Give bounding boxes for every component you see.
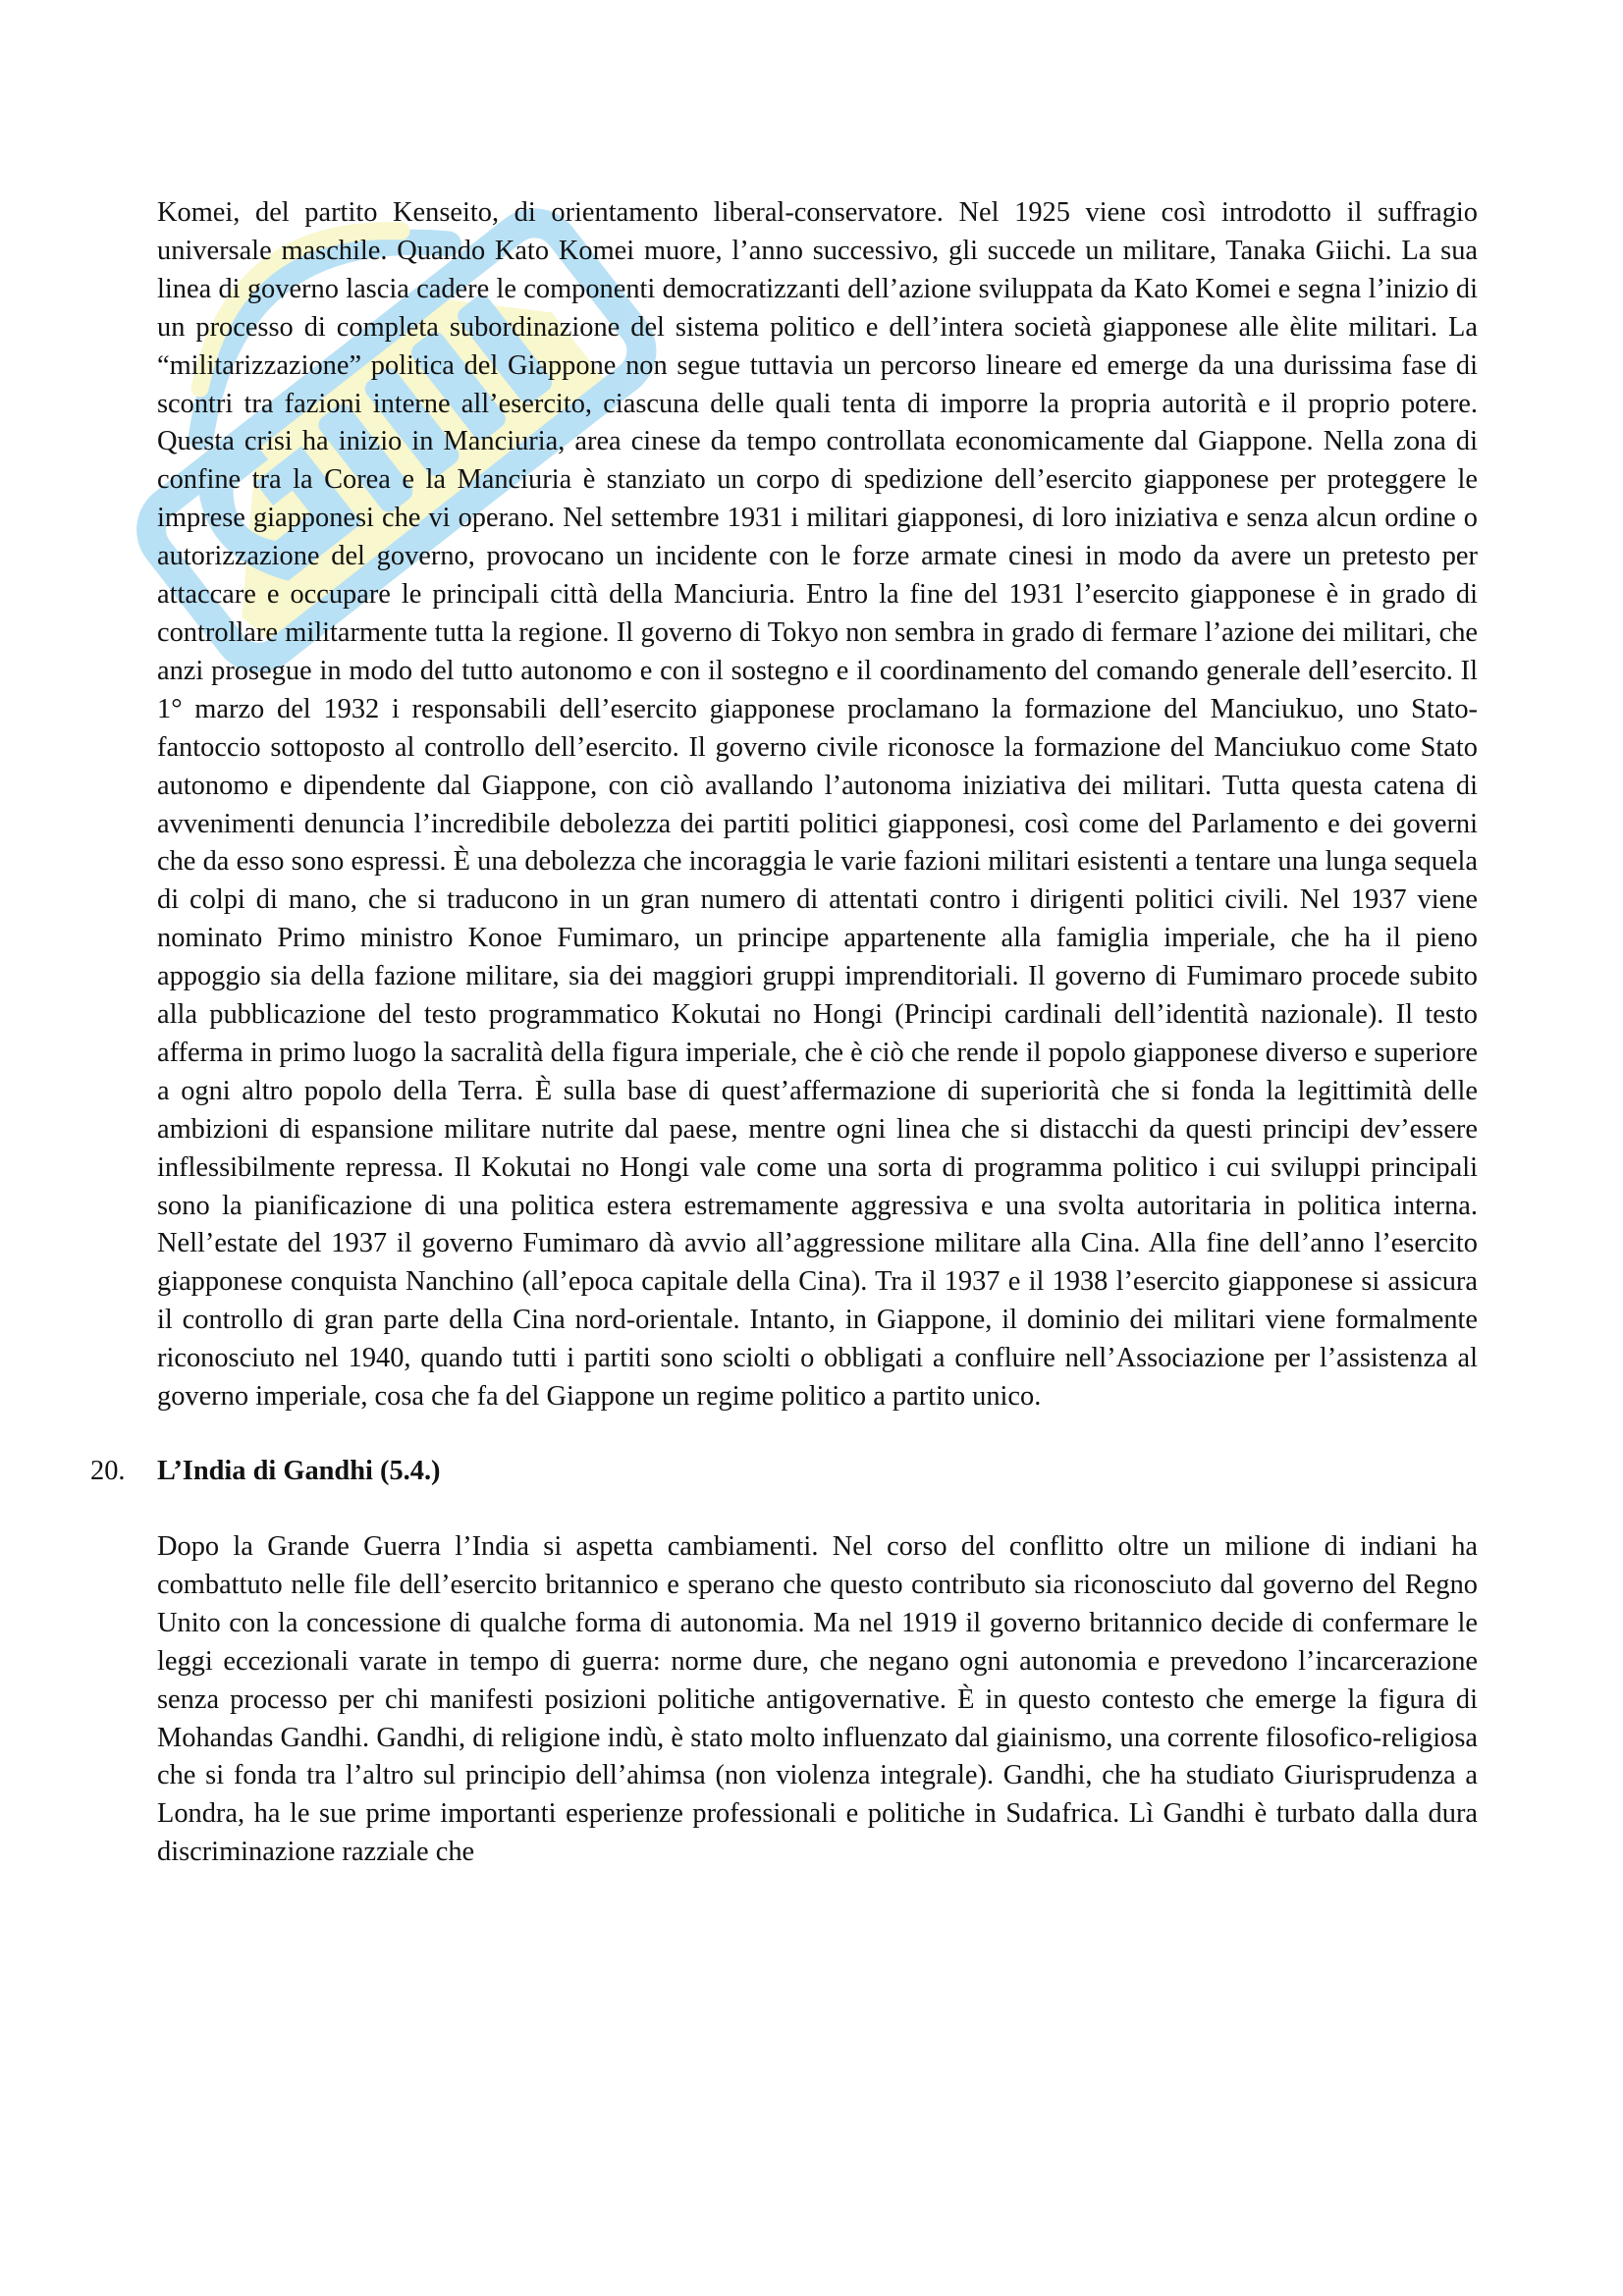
body-paragraph-japan: Komei, del partito Kenseito, di orientamento liberal-conservatore. Nel 1925 viene così introdotto il suffragio universale maschile. Quando Kato Komei muore, l’anno successivo, gli succede un militare, Tanaka Giichi. La sua linea di governo lascia cadere le componenti democratizzanti dell’azione sviluppata da Kato Komei e segna l’inizio di un processo di completa subordinazione del sistema politico e dell’intera società giapponese alle èlite militari. La “militarizzazione” politica del Giappone non segue tuttavia un percorso lineare ed emerge da una durissima fase di scontri tra fazioni interne all’esercito, ciascuna delle quali tenta di imporre la propria autorità e il proprio potere. Questa crisi ha inizio in Manciuria, area cinese da tempo controllata economicamente dal Giappone. Nella zona di confine tra la Corea e la Manciuria è stanziato un corpo di spedizione dell’esercito giapponese per proteggere le imprese giapponesi che vi operano. Nel settembre 1931 i militari giapponesi, di loro iniziativa e senza alcun ordine o autorizzazione del governo, provocano un incidente con le forze armate cinesi in modo da avere un pretesto per attaccare e occupare le principali città della Manciuria. Entro la fine del 1931 l’esercito giapponese è in grado di controllare militarmente tutta la regione. Il governo di Tokyo non sembra in grado di fermare l’azione dei militari, che anzi prosegue in modo del tutto autonomo e con il sostegno e il coordinamento del comando generale dell’esercito. Il 1° marzo del 1932 i responsabili dell’esercito giapponese proclamano la formazione del Manciukuo, uno Stato-fantoccio sottoposto al controllo dell’esercito. Il governo civile riconosce la formazione del Manciukuo come Stato autonomo e dipendente dal Giappone, con ciò avallando l’autonoma iniziativa dei militari. Tutta questa catena di avvenimenti denuncia l’incredibile debolezza dei partiti politici giapponesi, così come del Parlamento e dei governi che da esso sono espressi. È una debolezza che incoraggia le varie fazioni militari esistenti a tentare una lunga sequela di colpi di mano, che si traducono in un gran numero di attentati contro i dirigenti politici civili. Nel 1937 viene nominato Primo ministro Konoe Fumimaro, un principe appartenente alla famiglia imperiale, che ha il pieno appoggio sia della fazione militare, sia dei maggiori gruppi imprenditoriali. Il governo di Fumimaro procede subito alla pubblicazione del testo programmatico Kokutai no Hongi (Principi cardinali dell’identità nazionale). Il testo afferma in primo luogo la sacralità della figura imperiale, che è ciò che rende il popolo giapponese diverso e superiore a ogni altro popolo della Terra. È sulla base di quest’affermazione di superiorità che si fonda la legittimità delle ambizioni di espansione militare nutrite dal paese, mentre ogni linea che si distacchi da questi principi dev’essere inflessibilmente repressa. Il Kokutai no Hongi vale come una sorta di programma politico i cui sviluppi principali sono la pianificazione di una politica estera estremamente aggressiva e una svolta autoritaria in politica interna. Nell’estate del 1937 il governo Fumimaro dà avvio all’aggressione militare alla Cina. Alla fine dell’anno l’esercito giapponese conquista Nanchino (all’epoca capitale della Cina). Tra il 1937 e il 1938 l’esercito giapponese si assicura il controllo di gran parte della Cina nord-orientale. Intanto, in Giappone, il dominio dei militari viene formalmente riconosciuto nel 1940, quando tutti i partiti sono sciolti o obbligati a confluire nell’Associazione per l’assistenza al governo imperiale, cosa che fa del Giappone un regime politico a partito unico.: [157, 197, 1478, 1413]
body-paragraph-india: Dopo la Grande Guerra l’India si aspetta cambiamenti. Nel corso del conflitto oltre un milione di indiani ha combattuto nelle file dell’esercito britannico e sperano che questo contributo sia riconosciuto dal governo del Regno Unito con la concessione di qualche forma di autonomia. Ma nel 1919 il governo britannico decide di confermare le leggi eccezionali varate in tempo di guerra: norme dure, che negano ogni autonomia e prevedono l’incarcerazione senza processo per chi manifesti posizioni politiche antigovernative. È in questo contesto che emerge la figura di Mohandas Gandhi. Gandhi, di religione indù, è stato molto influenzato dal giainismo, una corrente filosofico-religiosa che si fonda tra l’altro sul principio dell’ahimsa (non violenza integrale). Gandhi, che ha studiato Giurisprudenza a Londra, ha le sue prime importanti esperienze professionali e politiche in Sudafrica. Lì Gandhi è turbato dalla dura discriminazione razziale che: [157, 1531, 1478, 1868]
section-number: 20.: [90, 1456, 126, 1486]
section-heading: [90, 1452, 1478, 1491]
document-page: [90, 194, 1478, 1872]
section-title: L’India di Gandhi (5.4.): [157, 1456, 441, 1486]
